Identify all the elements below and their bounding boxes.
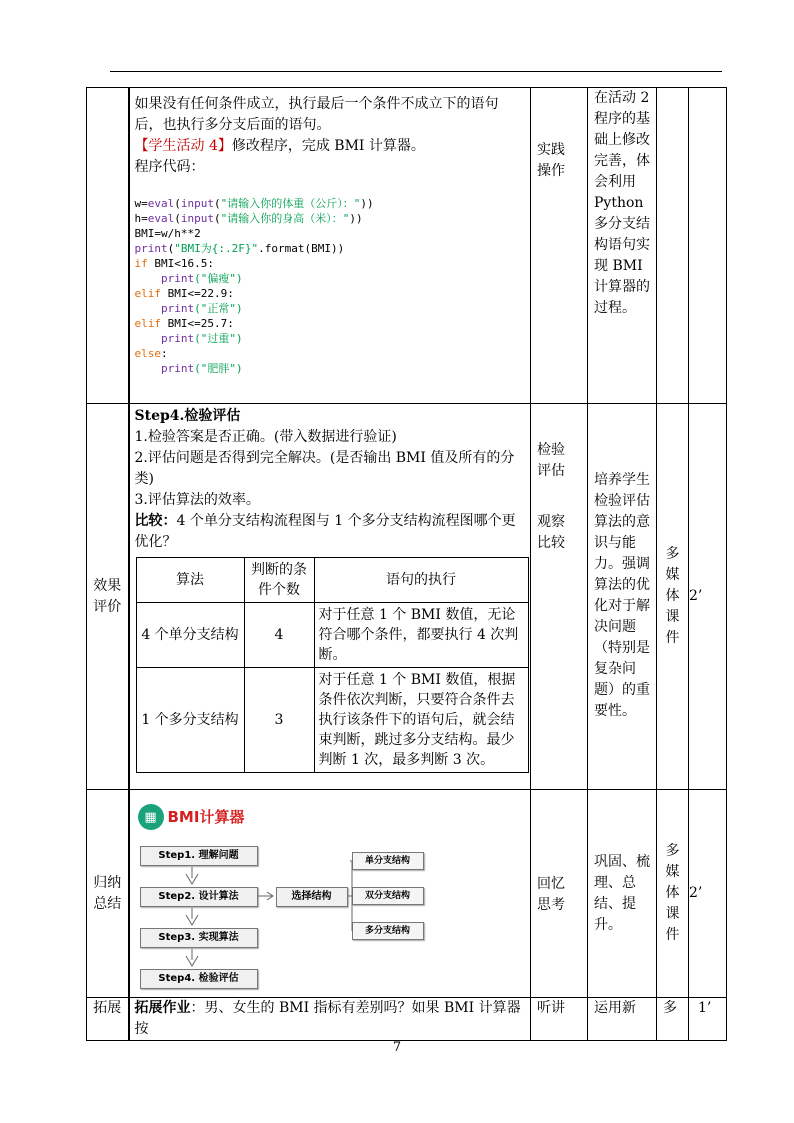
content-cell (129, 88, 531, 404)
spacer (537, 482, 581, 512)
student-activity-line: 操作 (537, 163, 565, 179)
compare-text-cont: 优化？ (134, 534, 177, 550)
step-box-4: Step4. 检验评估 (140, 969, 258, 989)
down-arrow-icon (186, 949, 198, 966)
stage-cell (87, 404, 129, 790)
branch-multi: 多分支结构 (352, 922, 424, 940)
step-title: Step4.检验评估 (134, 408, 241, 424)
diagram-title: BMI计算器 (167, 808, 245, 826)
homework-label: 拓展作业 (134, 1000, 191, 1016)
media-text: 多媒体课件 (665, 843, 680, 943)
student-activity-cell (531, 998, 588, 1041)
content-cell (129, 998, 531, 1041)
comparison-row (136, 668, 528, 773)
intent-line: 在活动 2 (594, 90, 650, 106)
activity-text: 修改程序，完成 BMI 计算器。 (231, 138, 425, 154)
time-text: 2’ (689, 588, 703, 604)
content-line-2: 后，也执行多分支后面的语句。 (134, 117, 331, 133)
comparison-header-row (136, 558, 528, 603)
stage-cell (87, 790, 129, 998)
branch-double: 双分支结构 (352, 887, 424, 905)
intent-line: 过程。 (594, 300, 636, 316)
student-activity-line: 思考 (537, 897, 565, 913)
intent-text: 巩固、梳理、总结、提升。 (594, 854, 650, 933)
table-cell: 对于任意 1 个 BMI 数值，根据条件依次判断，只要符合条件去执行该条件下的语句后，就会结束判断，跳过多分支结构。最少判断 1 次，最多判断 3 次。 (314, 668, 528, 773)
intent-line: 构语句实 (594, 237, 650, 253)
comparison-table (136, 557, 529, 773)
header-cell: 判断的条件个数 (244, 558, 314, 603)
table-cell: 3 (244, 668, 314, 773)
content-line-1: 如果没有任何条件成立，执行最后一个条件不成立下的语句 (134, 96, 499, 112)
media-cell (657, 404, 689, 790)
intent-line: 础上修改 (594, 132, 650, 148)
intent-line: 多分支结 (594, 216, 650, 232)
student-activity-line: 听讲 (537, 1000, 565, 1016)
header-cell: 算法 (136, 558, 244, 603)
time-cell (689, 790, 727, 998)
time-cell (689, 404, 727, 790)
content-cell (129, 404, 531, 790)
compare-label: 比较： (134, 513, 177, 529)
time-text: 2’ (689, 885, 703, 901)
student-activity-line: 回忆 (537, 876, 565, 892)
student-activity-cell (531, 790, 588, 998)
student-activity-line: 比较 (537, 535, 565, 551)
select-structure-box: 选择结构 (276, 887, 348, 907)
student-activity-line: 检验 (537, 442, 565, 458)
table-cell: 4 (244, 603, 314, 668)
stage-cell (87, 998, 129, 1041)
design-intent-cell (588, 998, 657, 1041)
homework-text: ：男、女生的 BMI 指标有差别吗？如果 BMI 计算器按 (134, 1000, 521, 1037)
intent-line: Python (594, 195, 644, 211)
student-activity-line: 观察 (537, 514, 565, 530)
code-label: 程序代码： (134, 159, 205, 175)
intent-line: 会利用 (594, 174, 636, 190)
intent-line: 程序的基 (594, 111, 650, 127)
step-box-3: Step3. 实现算法 (140, 928, 258, 948)
stage-cell-empty (87, 88, 129, 404)
step-box-2: Step2. 设计算法 (140, 887, 258, 907)
stage-label: 总结 (93, 895, 122, 912)
table-cell: 1 个多分支结构 (136, 668, 244, 773)
media-cell (657, 998, 689, 1041)
intent-line: 完善，体 (594, 153, 650, 169)
page-number: 7 (392, 1040, 402, 1055)
intent-line: 现 BMI (594, 258, 643, 274)
table-cell: 4 个单分支结构 (136, 603, 244, 668)
row-extension (87, 998, 727, 1041)
stage-label: 归纳 (93, 874, 122, 891)
code-block: w=eval(input("请输入你的体重（公斤）：")) h=eval(input("请输入你的身高（米）：")) BMI=w/h**2 print("BMI为{:.2F}".format(BMI)) if BMI<16.5: print("偏瘦") elif BMI<=22.9: print("正常") elif BMI<=25.7: print("过重") else: print("肥胖") (134, 197, 374, 375)
compare-text: 4 个单分支结构流程图与 1 个多分支结构流程图哪个更 (176, 513, 516, 529)
eval-item: 1.检验答案是否正确。(带入数据进行验证) (134, 429, 397, 445)
stage-label: 效果 (93, 577, 122, 594)
design-intent-cell (588, 404, 657, 790)
table-cell: 对于任意 1 个 BMI 数值，无论符合哪个条件，都要执行 4 次判断。 (314, 603, 528, 668)
design-intent-cell (588, 790, 657, 998)
student-activity-line: 实践 (537, 142, 565, 158)
intent-text: 运用新 (594, 1000, 636, 1016)
student-activity-line: 评估 (537, 463, 565, 479)
compare-line (135, 511, 529, 532)
header-cell: 语句的执行 (314, 558, 528, 603)
student-activity-cell (531, 88, 588, 404)
right-arrow-icon (258, 892, 273, 900)
down-arrow-icon (186, 867, 198, 884)
row-summary (87, 790, 727, 998)
row-practice (87, 88, 727, 404)
student-activity-cell (531, 404, 588, 790)
activity-line (135, 136, 529, 157)
media-text: 多 (663, 1000, 677, 1016)
time-text: 1’ (698, 1000, 712, 1016)
bmi-flow-diagram (130, 792, 520, 984)
eval-item: 类) (134, 471, 154, 487)
stage-label: 评价 (93, 598, 122, 615)
lesson-table (86, 87, 727, 1041)
intent-text: 培养学生检验评估算法的意识与能力。强调算法的优化对于解决问题（特别是复杂问题）的重要性。 (594, 472, 650, 719)
row-evaluation (87, 404, 727, 790)
content-cell (129, 790, 531, 998)
calculator-icon: ▦ (138, 804, 164, 830)
activity-tag: 【学生活动 4】 (134, 138, 232, 154)
media-text: 多媒体课件 (665, 546, 680, 646)
time-cell-empty (689, 88, 727, 404)
down-arrow-icon (186, 908, 198, 925)
design-intent-cell (588, 88, 657, 404)
step-box-1: Step1. 理解问题 (140, 846, 258, 866)
media-cell-empty (657, 88, 689, 404)
time-cell (689, 998, 727, 1041)
eval-item: 3.评估算法的效率。 (134, 492, 260, 508)
branch-single: 单分支结构 (352, 852, 424, 870)
header-rule (110, 71, 722, 72)
media-cell (657, 790, 689, 998)
stage-label: 拓展 (93, 1000, 122, 1016)
intent-line: 计算器的 (594, 279, 650, 295)
eval-item: 2.评估问题是否得到完全解决。(是否输出 BMI 值及所有的分 (134, 450, 515, 466)
comparison-row (136, 603, 528, 668)
